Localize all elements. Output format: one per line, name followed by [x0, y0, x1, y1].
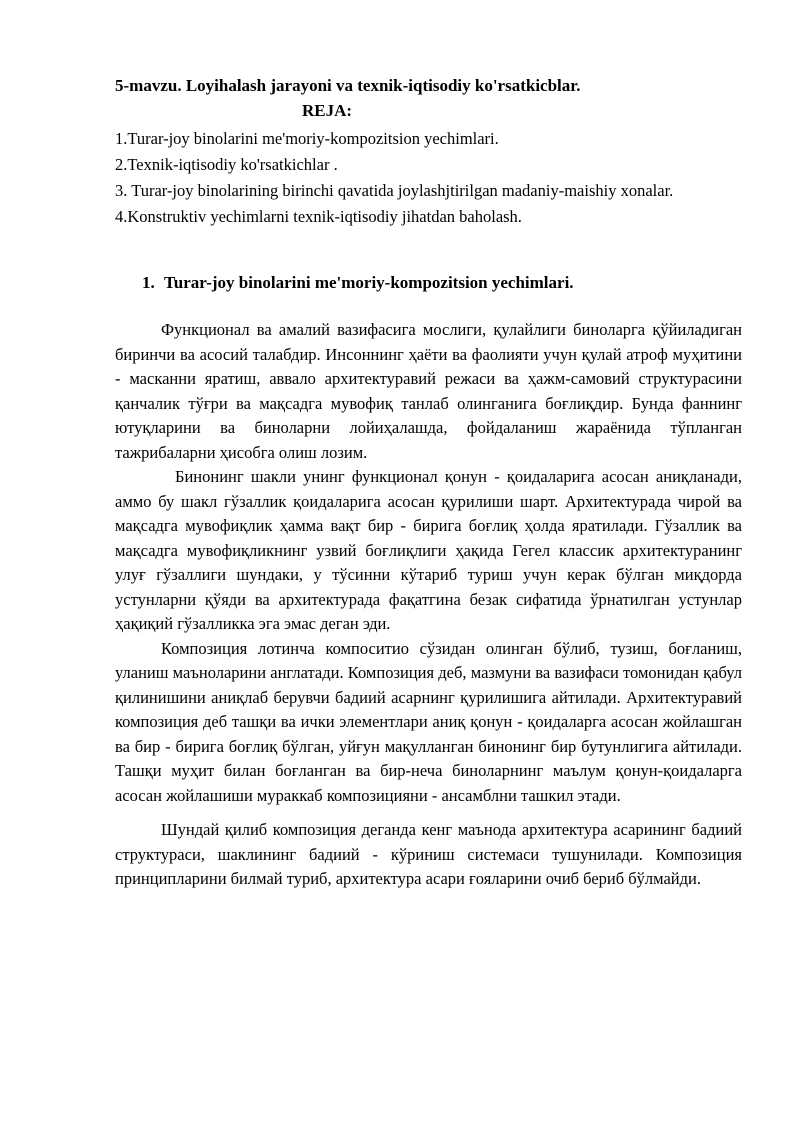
paragraph: Функционал ва амалий вазифасига мослиги, қулайлиги биноларга қўйиладиган биринчи ва асосий талабдир. Инсоннинг ҳаёти ва фаолияти учун қулай атроф муҳитини - масканни яратиш, аввало архитектуравий режаси ва ҳажм-самовий структурасини қанчалик тўғри ва мақсадга мувофиқ танлаб олинганига боғлиқдир. Бунда фаннинг ютуқларини ва биноларни лойиҳалашда, фойдаланиш жараёнида тўпланган тажрибаларни ҳисобга олиш лозим. — [115, 320, 742, 462]
section-number: 1. — [142, 273, 155, 292]
plan-item: 1.Turar-joy binolarini me'moriy-kompozitsion yechimlari. — [115, 129, 499, 148]
paragraph: Шундай қилиб композиция деганда кенг маънода архитектура асарининг бадиий структураси, шаклининг бадиий - кўриниш системаси тушунилади. Композиция принципларини билмай туриб, архитектура асари ғояларини очиб бериб бўлмайди. — [115, 820, 742, 888]
plan-item: 2.Texnik-iqtisodiy ko'rsatkichlar . — [115, 155, 338, 174]
section-title: Turar-joy binolarini me'moriy-kompozitsion yechimlari. — [164, 273, 574, 292]
plan-list — [115, 126, 715, 230]
page-title: 5-mavzu. Loyihalash jarayoni va texnik-iqtisodiy ko'rsatkicblar. — [115, 76, 581, 95]
plan-item: 3. Turar-joy binolarining birinchi qavatida joylashjtirilgan madaniy-maishiy xonalar. — [115, 181, 674, 200]
section-heading — [142, 273, 574, 293]
plan-item: 4.Konstruktiv yechimlarni texnik-iqtisodiy jihatdan baholash. — [115, 207, 522, 226]
paragraph: Бинонинг шакли унинг функционал қонун - қоидаларига асосан аниқланади, аммо бу шакл гўзаллик қоидаларига асосан қурилиши шарт. Архитектурада чирой ва мақсадга мувофиқлик ҳамма вақт бир - бирига боғлиқ ҳолда яратилади. Гўзаллик ва мақсадга мувофиқликнинг узвий боғлиқлиги ҳақида Гегел классик архитектуранинг улуғ гўзаллиги шундаки, у тўсинни кўтариб туриш учун керак бўлган миқдорда устунларни қўяди ва архитектурада фақатгина безак сифатида ўрнатилган устунлар ҳақиқий гўзалликка эга эмас деган эди. — [115, 467, 742, 633]
paragraph: Композиция лотинча компоситио сўзидан олинган бўлиб, тузиш, боғланиш, уланиш маъноларини англатади. Композиция деб, мазмуни ва вазифаси томонидан қабул қилинишини аниқлаб берувчи бадиий асарнинг қурилишига айтилади. Архитектуравий композиция деб ташқи ва ички элементлари аниқ қонун - қоидаларга асосан жойлашган ва бир - бирига боғлиқ бўлган, уйғун мақулланган бинонинг бир бутунлигига айтилади. Ташқи муҳит билан боғланган ва бир-неча биноларнинг маълум қонун-қоидаларга асосан жойлашиши мураккаб композицияни - ансамблни ташкил этади. — [115, 638, 742, 805]
plan-heading: REJA: — [302, 101, 353, 120]
body-text — [115, 318, 742, 892]
